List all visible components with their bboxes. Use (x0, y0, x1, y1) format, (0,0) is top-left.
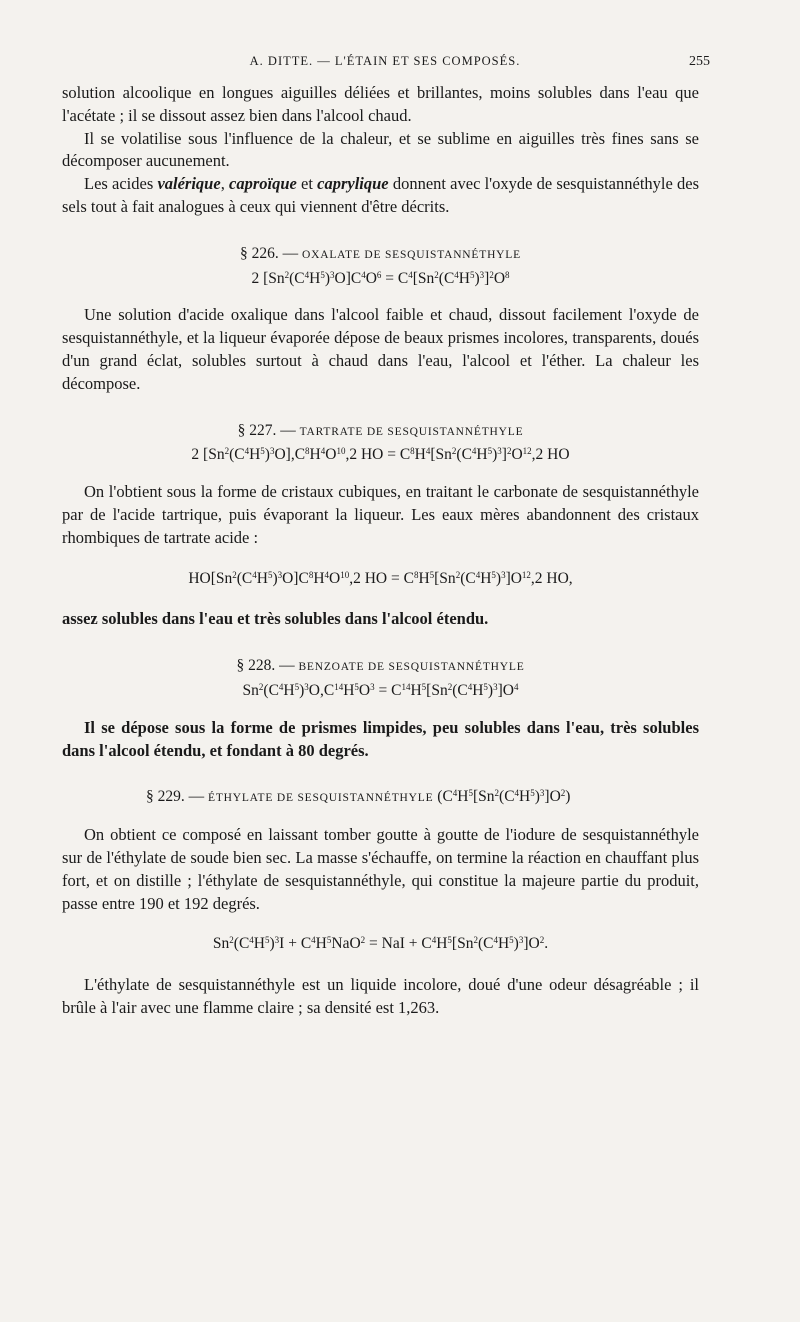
section-226-heading (62, 243, 699, 267)
section-227-heading (62, 420, 699, 444)
section-228-heading (62, 655, 699, 679)
paragraph-ethylate-properties: L'éthylate de sesquistannéthyle est un liquide incolore, doué d'une odeur désagréable ; il brûle à l'air avec une flamme claire ; sa densité est 1,263. (62, 975, 699, 1017)
formula-ethylate-reaction: $Sn^2(C^4H^5)^3I + C^4H^5NaO^2$ = NaI + $C^4H^5[Sn^2(C^4H^5)^3]O^2$. (212, 935, 549, 953)
page-number: 255 (689, 54, 710, 69)
paragraph-tartrate: On l'obtient sous la forme de cristaux cubiques, en traitant le carbonate de sesquistannéthyle par de l'acide tartrique, puis évaporant la liqueur. Les eaux mères abandonnent des cristaux rhombiques de tartrate acide : (62, 482, 699, 547)
section-229-heading (62, 786, 699, 810)
acid-caprylique: caprylique (317, 174, 389, 194)
paragraph-tartrate-solubility: assez solubles dans l'eau et très solubles dans l'alcool étendu. (62, 609, 489, 629)
section-number: § 229. — (146, 788, 208, 806)
paragraph-volatilise: Il se volatilise sous l'influence de la chaleur, et se sublime en aiguilles très fines sans se décomposer aucunement. (62, 128, 699, 171)
acid-valerique: valérique (157, 174, 221, 194)
formula-ethylate: $(C^4H^5[Sn^2(C^4H^5)^3]O^2)$ (437, 788, 571, 806)
formula-benzoate: $Sn^2(C^4H^5)^3O,C^{14}H^5O^3 = C^{14}H^5[Sn^2(C^4H^5)^3]O^4$ (242, 681, 519, 699)
section-title: BENZOATE DE SESQUISTANNÉTHYLE (298, 661, 525, 674)
section-title: OXALATE DE SESQUISTANNÉTHYLE (302, 248, 521, 261)
running-title: A. DITTE. — L'ÉTAIN ET SES COMPOSÉS. (249, 54, 521, 68)
paragraph-acids: Les acides valérique, caproïque et caprylique donnent avec l'oxyde de sesquistannéthyle des sels tout à fait analogues à ceux qui viennent d'être décrits. (62, 174, 699, 216)
section-title: TARTRATE DE SESQUISTANNÉTHYLE (299, 425, 524, 438)
section-number: § 227. — (237, 421, 300, 439)
acid-caproique: caproïque (229, 174, 297, 194)
section-number: § 228. — (236, 657, 299, 675)
paragraph-benzoate: Il se dépose sous la forme de prismes limpides, peu solubles dans l'eau, très solubles dans l'alcool étendu, et fondant à 80 degrés. (62, 717, 699, 760)
formula-oxalate: 2 $[Sn^2(C^4H^5)^3O]C^4O^6 = C^4[Sn^2(C^4H^5)^3]^2O^8$ (251, 269, 510, 287)
paragraph-continuation: solution alcoolique en longues aiguilles déliées et brillantes, moins solubles dans l'eau que l'acétate ; il se dissout assez bien dans l'alcool chaud. (62, 83, 699, 125)
running-header (60, 54, 710, 69)
paragraph-oxalate: Une solution d'acide oxalique dans l'alcool faible et chaud, dissout facilement l'oxyde de sesquistannéthyle, et la liqueur évaporée dépose de beaux prismes incolores, transparents, doués d'un grand éclat, solubles surtout à chaud dans l'eau, l'alcool et l'éther. La chaleur les décompose. (62, 305, 699, 393)
formula-tartrate: 2 $[Sn^2(C^4H^5)^3O],C^8H^4O^{10},2$ HO = $C^8H^4[Sn^2(C^4H^5)^3]^2O^{12},2$ HO (191, 446, 570, 464)
page-body (62, 82, 699, 1020)
paragraph-ethylate: On obtient ce composé en laissant tomber goutte à goutte de l'iodure de sesquistannéthyle sur de l'éthylate de soude bien sec. La masse s'échauffe, on termine la réaction en chauffant plus fort, et on distille ; l'éthylate de sesquistannéthyle, qui constitue la majeure partie du produit, passe entre 190 et 192 degrés. (62, 825, 699, 913)
section-title: ÉTHYLATE DE SESQUISTANNÉTHYLE (208, 792, 434, 805)
section-number: § 226. — (240, 244, 303, 262)
formula-tartrate-acide: $HO[Sn^2(C^4H^5)^3O]C^8H^4O^{10},2$ HO = $C^8H^5[Sn^2(C^4H^5)^3]O^{12},2$ HO, (188, 569, 573, 587)
